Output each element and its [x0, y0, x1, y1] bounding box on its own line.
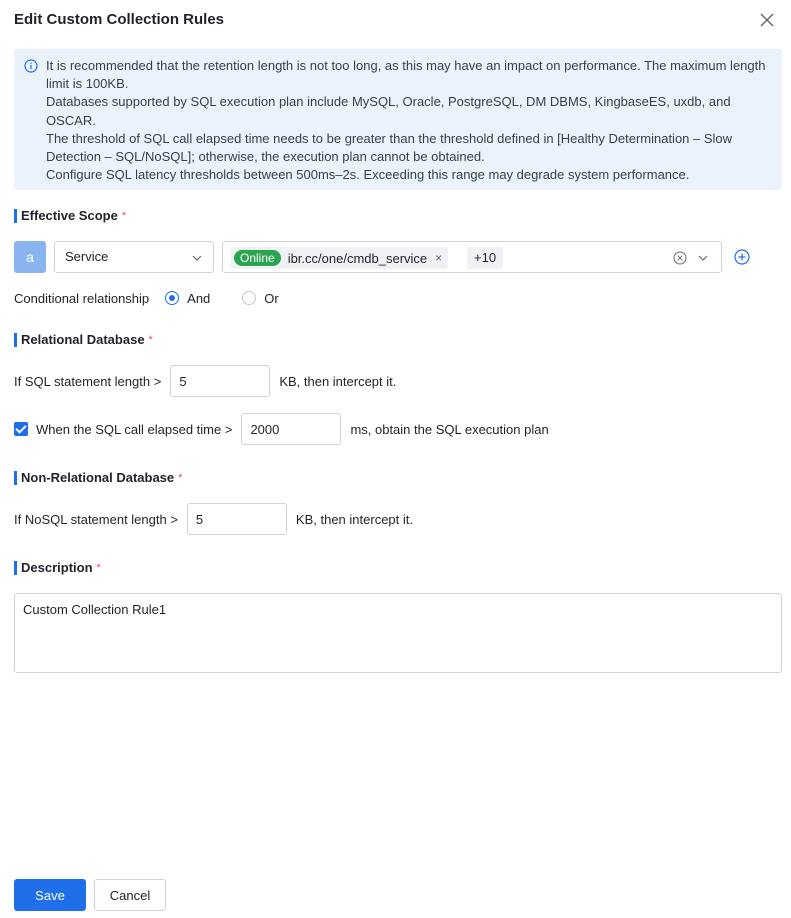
- description-title: Description: [21, 560, 93, 575]
- notice-line: The threshold of SQL call elapsed time needs to be greater than the threshold defined in [Healthy Determination – Slow Detection – SQL/NoSQL]; otherwise, the execution plan cannot be obtained.: [46, 130, 733, 165]
- save-button[interactable]: Save: [14, 879, 86, 911]
- dialog-header: [14, 10, 777, 30]
- sql-elapsed-input[interactable]: [241, 413, 341, 445]
- required-mark: *: [178, 472, 183, 484]
- required-mark: *: [121, 210, 127, 222]
- dialog-footer: [14, 879, 166, 911]
- sql-length-prefix: If SQL statement length >: [14, 373, 162, 389]
- notice-line: Databases supported by SQL execution plan include MySQL, Oracle, PostgreSQL, DM DBMS, KingbaseES, uxdb, and OSCAR.: [46, 94, 731, 128]
- add-circle-icon[interactable]: [734, 249, 750, 265]
- radio-and-label: And: [187, 290, 211, 306]
- chevron-down-icon: [191, 252, 203, 264]
- nonrelational-db-heading: [14, 470, 182, 486]
- conditional-relationship: [14, 289, 279, 307]
- clear-icon[interactable]: [673, 251, 687, 265]
- tag-remove-icon[interactable]: ×: [435, 251, 443, 265]
- service-multi-select[interactable]: [222, 241, 722, 273]
- notice-line: It is recommended that the retention length is not too long, as this may have an impact on performance. The maximum length limit is 100KB.: [46, 58, 766, 92]
- dialog-title: Edit Custom Collection Rules: [14, 11, 225, 28]
- scope-row: [14, 241, 774, 273]
- nosql-length-input[interactable]: [187, 503, 287, 535]
- radio-button[interactable]: [242, 291, 256, 305]
- radio-or-label: Or: [264, 290, 279, 306]
- cancel-button[interactable]: Cancel: [94, 879, 166, 911]
- nosql-length-row: [14, 503, 413, 535]
- sql-elapsed-row: [14, 413, 549, 445]
- relational-db-title: Relational Database: [21, 332, 145, 347]
- chevron-down-icon[interactable]: [697, 252, 709, 264]
- more-count-tag[interactable]: +10: [467, 247, 503, 269]
- conditional-label: Conditional relationship: [14, 290, 150, 306]
- scope-type-select[interactable]: [54, 241, 214, 273]
- relational-db-heading: [14, 332, 153, 348]
- sql-elapsed-suffix: ms, obtain the SQL execution plan: [350, 421, 549, 437]
- info-icon: [24, 59, 38, 73]
- online-badge: Online: [234, 250, 281, 266]
- close-icon[interactable]: [757, 10, 777, 30]
- description-heading: [14, 560, 101, 576]
- selected-service-tag: [231, 247, 448, 269]
- elapsed-checkbox[interactable]: [14, 422, 28, 436]
- sql-length-input[interactable]: [170, 365, 270, 397]
- nosql-length-prefix: If NoSQL statement length >: [14, 511, 178, 527]
- radio-and[interactable]: [165, 291, 210, 306]
- sql-length-suffix: KB, then intercept it.: [279, 373, 397, 389]
- notice-line: Configure SQL latency thresholds between 500ms–2s. Exceeding this range may degrade system performance.: [46, 167, 690, 183]
- effective-scope-heading: [14, 208, 126, 224]
- radio-button-selected[interactable]: [165, 291, 179, 305]
- required-mark: *: [96, 562, 101, 574]
- sql-length-row: [14, 365, 396, 397]
- effective-scope-title: Effective Scope: [21, 208, 118, 223]
- info-notice: [14, 49, 782, 190]
- radio-or[interactable]: [242, 291, 278, 306]
- tag-label: ibr.cc/one/cmdb_service: [287, 250, 428, 266]
- required-mark: *: [148, 334, 153, 346]
- scope-group-avatar: a: [14, 241, 46, 273]
- description-textarea[interactable]: [14, 593, 782, 673]
- nonrelational-db-title: Non-Relational Database: [21, 470, 175, 485]
- sql-elapsed-prefix: When the SQL call elapsed time >: [36, 421, 233, 437]
- nosql-length-suffix: KB, then intercept it.: [295, 511, 413, 527]
- scope-type-value: Service: [65, 249, 109, 264]
